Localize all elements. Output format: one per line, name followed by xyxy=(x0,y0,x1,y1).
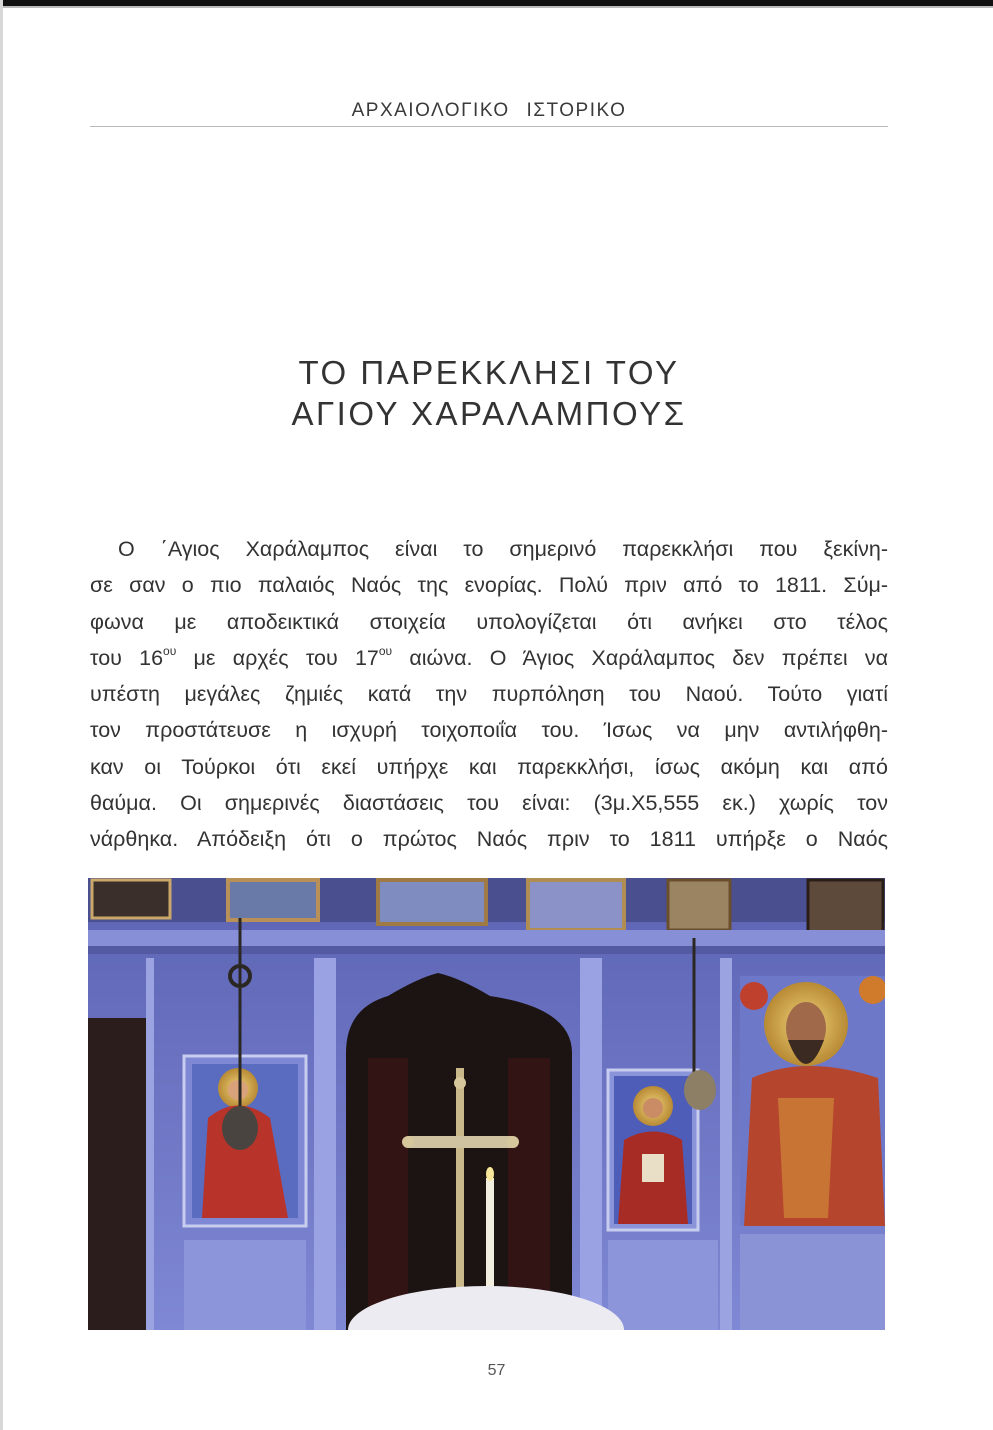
body-line-5: υπέστη μεγάλες ζημιές κατά την πυρπόληση του Ναού. Τούτο γιατί xyxy=(90,682,888,707)
body-line-4 xyxy=(90,640,888,676)
cross-ornament-1 xyxy=(454,1077,466,1089)
candle-flame xyxy=(486,1167,494,1181)
body-line-3: φωνα με αποδεικτικά στοιχεία υπολογίζεται ότι ανήκει στο τέλος xyxy=(90,609,888,634)
lamp-right xyxy=(684,1070,716,1110)
cross-ornament-2 xyxy=(402,1136,414,1148)
cornice-shadow xyxy=(88,946,885,954)
lower-panel-far-right xyxy=(740,1234,885,1330)
lamp-left xyxy=(222,1106,258,1150)
top-icon-1 xyxy=(92,880,170,918)
body-line-2: σε σαν ο πιο παλαιός Ναός της ενορίας. Πολύ πριν από το 1811. Σύμ- xyxy=(90,573,888,598)
pillar-center-left xyxy=(314,958,336,1330)
body-line-4-part-a: του 16 xyxy=(90,645,164,670)
icon-panagia-face xyxy=(228,1080,248,1100)
pillar-left xyxy=(146,958,154,1330)
icon-charalambos-medallion-left xyxy=(740,982,768,1010)
top-icon-4 xyxy=(528,880,624,930)
chapter-title-line-1: ΤΟ ΠΑΡΕΚΚΛΗΣΙ ΤΟΥ xyxy=(298,354,680,391)
iconostasis-photo xyxy=(88,878,885,1330)
top-icon-6 xyxy=(808,880,883,932)
body-line-4-part-b: με αρχές του 17 xyxy=(176,645,379,670)
chapter-title-line-2: ΑΓΙΟΥ ΧΑΡΑΛΑΜΠΟΥΣ xyxy=(291,395,687,432)
pillar-center-right xyxy=(580,958,602,1330)
top-icon-3 xyxy=(378,880,486,924)
body-line-6: τον προστάτευσε η ισχυρή τοιχοποιΐα του. Ίσως να μην αντιλήφθη- xyxy=(90,718,888,743)
body-line-9: νάρθηκα. Απόδειξη ότι ο πρώτος Ναός πριν το 1811 υπήρξε ο Ναός xyxy=(90,827,888,852)
body-line-8: θαύμα. Οι σημερινές διαστάσεις του είναι: (3μ.Χ5,555 εκ.) χωρίς τον xyxy=(90,791,888,816)
icon-charalambos-pattern xyxy=(778,1098,834,1218)
altar-cross-horizontal xyxy=(408,1136,513,1148)
lower-panel-right xyxy=(608,1240,718,1330)
page-number: 57 xyxy=(487,1362,506,1379)
body-paragraph xyxy=(90,531,888,858)
left-doorway xyxy=(88,1018,146,1330)
running-head-rule xyxy=(90,126,888,127)
superscript-ordinal-16: ου xyxy=(163,643,177,658)
top-icon-5 xyxy=(668,880,730,930)
superscript-ordinal-17: ου xyxy=(378,643,393,658)
lower-panel-left xyxy=(184,1240,306,1330)
top-icon-2 xyxy=(228,880,318,920)
running-head: ΑΡΧΑΙΟΛΟΓΙΚΟ ΙΣΤΟΡΙΚΟ xyxy=(351,100,627,121)
cross-ornament-3 xyxy=(507,1136,519,1148)
cornice xyxy=(88,930,885,946)
body-line-1: Ο ΄Αγιος Χαράλαμπος είναι το σημερινό παρεκκλήσι που ξεκίνη- xyxy=(118,537,888,561)
body-line-4-part-c: αιώνα. Ο Άγιος Χαράλαμπος δεν πρέπει να xyxy=(392,645,889,670)
chapter-title xyxy=(90,352,888,434)
body-line-7: καν οι Τούρκοι ότι εκεί υπήρχε και παρεκκλήσι, ίσως ακόμη και από xyxy=(90,754,888,779)
candle xyxy=(486,1178,494,1288)
icon-christ-face xyxy=(643,1098,663,1118)
page-left-edge xyxy=(0,0,3,1430)
iconostasis-photo-illustration xyxy=(88,878,885,1330)
icon-christ-book xyxy=(642,1154,664,1182)
page-top-shadow xyxy=(0,6,993,8)
pillar-right xyxy=(720,958,732,1330)
altar-cross-vertical xyxy=(456,1068,464,1298)
